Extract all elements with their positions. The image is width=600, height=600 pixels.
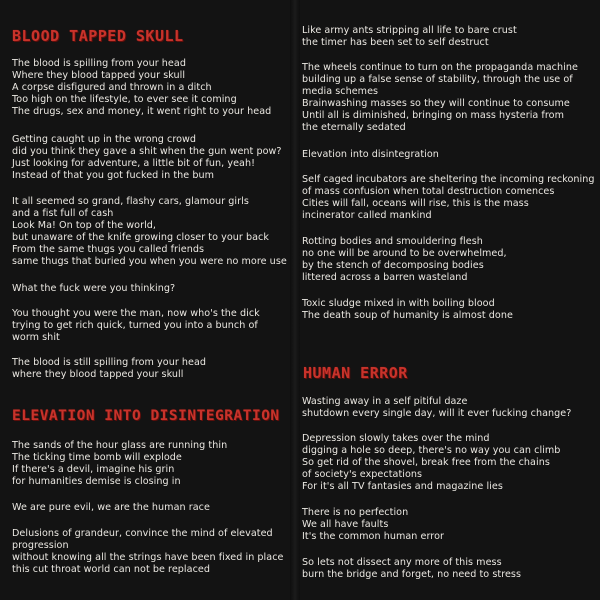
song-title-blood-tapped-skull: BLOOD TAPPED SKULL [12,27,184,45]
lyric-stanza: Wasting away in a self pitiful daze shutdown every single day, will it ever fucking change? [302,396,572,419]
lyric-stanza: Getting caught up in the wrong crowd did you think they gave a shit when the gun went pow? Just looking for adventure, a little bit of fun, yeah! Instead of that you got fucked in the bum [12,134,282,181]
lyric-stanza: There is no perfection We all have faults It's the common human error [302,507,444,542]
lyric-stanza: Delusions of grandeur, convince the mind of elevated progression without knowing all the strings have been fixed in place this cut throat world can not be replaced [12,528,284,575]
lyric-stanza: Depression slowly takes over the mind digging a hole so deep, there's no way you can climb So get rid of the shovel, break free from the chains of society's expectations For it's all TV fantasies and magazine lies [302,433,561,492]
booklet-spine [290,0,300,600]
lyric-stanza: We are pure evil, we are the human race [12,502,210,513]
lyric-stanza: The blood is spilling from your head Where they blood tapped your skull A corpse disfigured and thrown in a ditch Too high on the lifestyle, to ever see it coming The drugs, sex and money, it went right to your head [12,58,272,117]
lyric-stanza: Like army ants stripping all life to bare crust the timer has been set to self destruct [302,25,517,48]
lyric-stanza: The sands of the hour glass are running thin The ticking time bomb will explode If there's a devil, imagine his grin for humanities demise is closing in [12,440,228,487]
lyric-stanza: Toxic sludge mixed in with boiling blood The death soup of humanity is almost done [302,298,513,321]
song-title-elevation-into-disintegration: ELEVATION INTO DISINTEGRATION [12,408,280,424]
lyric-stanza: You thought you were the man, now who's the dick trying to get rich quick, turned you into a bunch of worm shit [12,308,260,343]
lyric-stanza: The wheels continue to turn on the propaganda machine building up a false sense of stability, through the use of media schemes Brainwashing masses so they will continue to consume Until all is diminished, bringing on mass hysteria from the eternally sedated [302,62,578,133]
lyric-stanza: It all seemed so grand, flashy cars, glamour girls and a fist full of cash Look Ma! On top of the world, but unaware of the knife growing closer to your back From the same thugs you called friends same thugs that buried you when you were no more use [12,196,287,267]
lyric-stanza: Self caged incubators are sheltering the incoming reckoning of mass confusion when total destruction comences Cities will fall, oceans will rise, this is the mass incinerator called mankind [302,174,595,221]
lyric-stanza: Elevation into disintegration [302,149,439,160]
lyric-stanza: What the fuck were you thinking? [12,283,176,294]
lyric-stanza: Rotting bodies and smouldering flesh no one will be around to be overwhelmed, by the stench of decomposing bodies littered across a barren wasteland [302,236,507,283]
song-title-human-error: HUMAN ERROR [303,364,408,382]
lyric-stanza: So lets not dissect any more of this mess burn the bridge and forget, no need to stress [302,557,522,580]
lyric-stanza: The blood is still spilling from your head where they blood tapped your skull [12,357,207,380]
